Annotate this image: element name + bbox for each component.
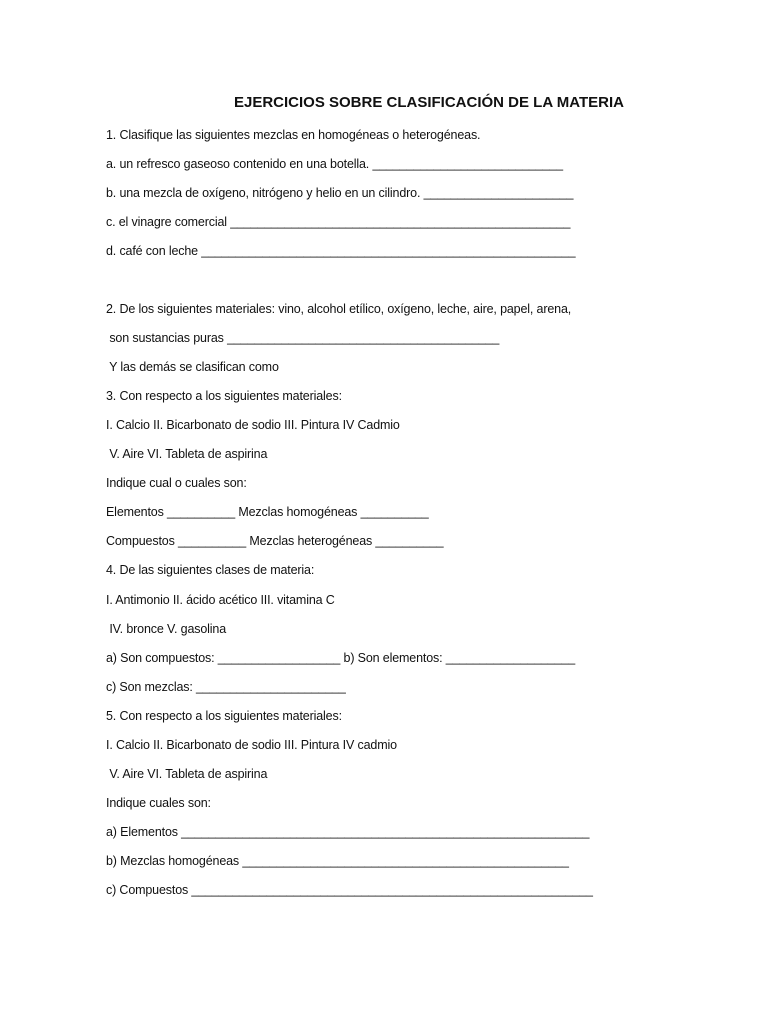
question-1-heading: 1. Clasifique las siguientes mezclas en homogéneas o heterogéneas.	[106, 128, 481, 142]
question-3-heading: 3. Con respecto a los siguientes materiales:	[106, 389, 342, 403]
question-4-materials-line-2: IV. bronce V. gasolina	[106, 622, 227, 636]
page-title: EJERCICIOS SOBRE CLASIFICACIÓN DE LA MATERIA	[233, 94, 625, 111]
question-3-answer-row-2: Compuestos __________ Mezclas heterogéneas __________	[106, 534, 444, 548]
question-1-item-c: c. el vinagre comercial __________________________________________________	[106, 215, 571, 229]
question-1-item-b: b. una mezcla de oxígeno, nitrógeno y helio en un cilindro. ______________________	[106, 186, 574, 200]
question-4-answer-c: c) Son mezclas: ______________________	[106, 680, 346, 694]
question-2-remaining: Y las demás se clasifican como	[106, 360, 279, 374]
question-3-materials-line-1: I. Calcio II. Bicarbonato de sodio III. Pintura IV Cadmio	[106, 418, 400, 432]
question-5-answer-c: c) Compuestos ___________________________________________________________	[106, 883, 593, 897]
question-5-heading: 5. Con respecto a los siguientes materiales:	[106, 709, 342, 723]
question-5-instruction: Indique cuales son:	[106, 796, 211, 810]
question-3-answer-row-1: Elementos __________ Mezclas homogéneas __________	[106, 505, 429, 519]
question-5-materials-line-2: V. Aire VI. Tableta de aspirina	[106, 767, 268, 781]
question-3-instruction: Indique cual o cuales son:	[106, 476, 247, 490]
question-2-heading: 2. De los siguientes materiales: vino, alcohol etílico, oxígeno, leche, aire, papel, arena,	[106, 302, 572, 316]
question-3-materials-line-2: V. Aire VI. Tableta de aspirina	[106, 447, 268, 461]
question-4-materials-line-1: I. Antimonio II. ácido acético III. vitamina C	[106, 593, 335, 607]
question-4-answer-ab: a) Son compuestos: __________________ b) Son elementos: ___________________	[106, 651, 576, 665]
question-5-answer-a: a) Elementos ____________________________________________________________	[106, 825, 590, 839]
question-4-heading: 4. De las siguientes clases de materia:	[106, 563, 315, 577]
question-2-pure-substances: son sustancias puras ________________________________________	[106, 331, 500, 345]
question-1-item-d: d. café con leche _______________________________________________________	[106, 244, 576, 258]
question-5-materials-line-1: I. Calcio II. Bicarbonato de sodio III. Pintura IV cadmio	[106, 738, 397, 752]
question-5-answer-b: b) Mezclas homogéneas ________________________________________________	[106, 854, 569, 868]
question-1-item-a: a. un refresco gaseoso contenido en una botella. ____________________________	[106, 157, 563, 171]
